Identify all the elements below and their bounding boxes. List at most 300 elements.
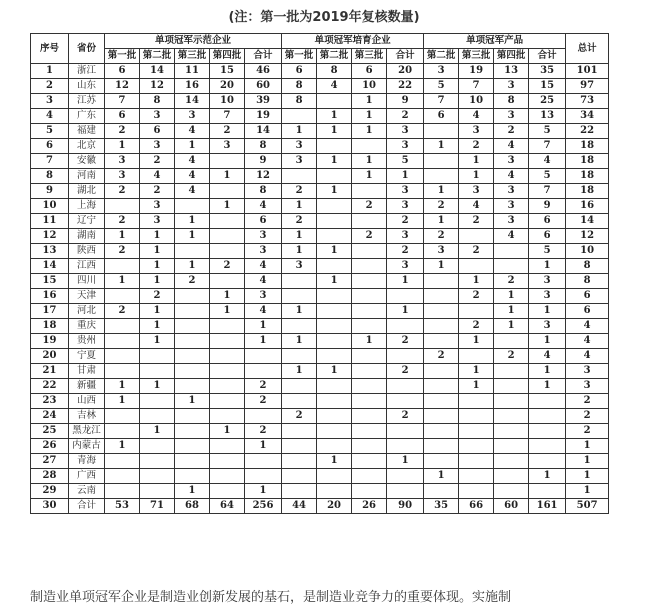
count-cell: 1 xyxy=(105,439,140,454)
count-cell: 3 xyxy=(175,109,210,124)
count-cell xyxy=(494,259,529,274)
count-cell: 18 xyxy=(566,169,609,184)
count-cell xyxy=(317,334,352,349)
count-cell xyxy=(459,304,494,319)
table-row xyxy=(31,214,609,229)
count-cell: 73 xyxy=(566,94,609,109)
count-cell xyxy=(352,274,387,289)
count-cell xyxy=(175,334,210,349)
count-cell: 1 xyxy=(566,439,609,454)
count-cell xyxy=(210,409,245,424)
count-cell xyxy=(352,379,387,394)
seq-cell: 26 xyxy=(31,439,69,454)
count-cell xyxy=(105,334,140,349)
count-cell xyxy=(210,469,245,484)
count-cell xyxy=(317,139,352,154)
count-cell xyxy=(175,424,210,439)
count-cell xyxy=(140,454,175,469)
count-cell: 1 xyxy=(459,154,494,169)
count-cell: 3 xyxy=(494,154,529,169)
table-row xyxy=(31,349,609,364)
province-cell: 吉林 xyxy=(69,409,105,424)
header-batch: 合计 xyxy=(387,49,424,64)
champion-enterprise-table xyxy=(30,33,609,514)
count-cell xyxy=(459,454,494,469)
count-cell: 1 xyxy=(459,379,494,394)
count-cell xyxy=(210,484,245,499)
count-cell: 6 xyxy=(529,214,566,229)
count-cell: 1 xyxy=(494,289,529,304)
count-cell: 3 xyxy=(387,229,424,244)
count-cell xyxy=(175,289,210,304)
count-cell xyxy=(352,469,387,484)
count-cell: 9 xyxy=(245,154,282,169)
count-cell: 2 xyxy=(459,319,494,334)
count-cell: 1 xyxy=(317,244,352,259)
table-row xyxy=(31,199,609,214)
count-cell xyxy=(105,364,140,379)
count-cell xyxy=(175,454,210,469)
count-cell: 2 xyxy=(387,214,424,229)
count-cell xyxy=(210,244,245,259)
table-note: (注：第一批为2019年复核数量) xyxy=(228,10,420,25)
province-cell: 北京 xyxy=(69,139,105,154)
count-cell: 1 xyxy=(424,469,459,484)
table-row xyxy=(31,409,609,424)
header-batch: 第三批 xyxy=(352,49,387,64)
header-batch: 第四批 xyxy=(210,49,245,64)
header-batch: 第二批 xyxy=(140,49,175,64)
count-cell xyxy=(352,259,387,274)
count-cell: 1 xyxy=(175,229,210,244)
count-cell: 2 xyxy=(282,184,317,199)
table-row xyxy=(31,454,609,469)
header-batch: 第一批 xyxy=(282,49,317,64)
seq-cell: 17 xyxy=(31,304,69,319)
count-cell xyxy=(352,454,387,469)
count-cell xyxy=(105,484,140,499)
count-cell: 1 xyxy=(282,334,317,349)
count-cell: 1 xyxy=(317,454,352,469)
count-cell xyxy=(245,409,282,424)
count-cell: 2 xyxy=(105,214,140,229)
count-cell: 3 xyxy=(494,109,529,124)
count-cell xyxy=(459,424,494,439)
count-cell: 1 xyxy=(317,124,352,139)
count-cell: 64 xyxy=(210,499,245,514)
count-cell: 1 xyxy=(282,364,317,379)
count-cell: 2 xyxy=(494,124,529,139)
province-cell: 新疆 xyxy=(69,379,105,394)
count-cell xyxy=(529,454,566,469)
table-row xyxy=(31,169,609,184)
table-row xyxy=(31,469,609,484)
count-cell: 6 xyxy=(424,109,459,124)
count-cell: 1 xyxy=(352,154,387,169)
table-row xyxy=(31,79,609,94)
count-cell: 8 xyxy=(566,274,609,289)
count-cell: 10 xyxy=(459,94,494,109)
count-cell: 1 xyxy=(245,439,282,454)
province-cell: 内蒙古 xyxy=(69,439,105,454)
count-cell xyxy=(210,319,245,334)
table-body xyxy=(31,64,609,514)
count-cell: 14 xyxy=(140,64,175,79)
count-cell: 1 xyxy=(459,169,494,184)
seq-cell: 23 xyxy=(31,394,69,409)
province-cell: 甘肃 xyxy=(69,364,105,379)
count-cell: 97 xyxy=(566,79,609,94)
seq-cell: 9 xyxy=(31,184,69,199)
table-row xyxy=(31,439,609,454)
table-row xyxy=(31,109,609,124)
count-cell: 1 xyxy=(245,334,282,349)
seq-cell: 19 xyxy=(31,334,69,349)
count-cell: 1 xyxy=(175,139,210,154)
count-cell: 3 xyxy=(105,154,140,169)
count-cell xyxy=(105,289,140,304)
table-row xyxy=(31,139,609,154)
count-cell: 16 xyxy=(175,79,210,94)
count-cell: 7 xyxy=(424,94,459,109)
count-cell: 5 xyxy=(424,79,459,94)
count-cell: 4 xyxy=(529,154,566,169)
count-cell: 4 xyxy=(459,109,494,124)
count-cell xyxy=(317,394,352,409)
count-cell: 10 xyxy=(210,94,245,109)
count-cell: 3 xyxy=(387,259,424,274)
count-cell: 1 xyxy=(529,364,566,379)
count-cell: 10 xyxy=(352,79,387,94)
count-cell: 3 xyxy=(245,244,282,259)
count-cell xyxy=(424,364,459,379)
count-cell xyxy=(210,379,245,394)
count-cell: 1 xyxy=(175,394,210,409)
count-cell xyxy=(105,454,140,469)
count-cell: 1 xyxy=(105,379,140,394)
count-cell xyxy=(494,424,529,439)
count-cell: 8 xyxy=(282,94,317,109)
count-cell: 1 xyxy=(140,304,175,319)
seq-cell: 30 xyxy=(31,499,69,514)
count-cell: 8 xyxy=(566,259,609,274)
count-cell xyxy=(245,469,282,484)
count-cell: 3 xyxy=(387,199,424,214)
count-cell xyxy=(175,409,210,424)
count-cell xyxy=(352,349,387,364)
count-cell xyxy=(494,469,529,484)
count-cell xyxy=(494,409,529,424)
count-cell: 8 xyxy=(245,139,282,154)
count-cell xyxy=(140,439,175,454)
count-cell: 2 xyxy=(140,289,175,304)
count-cell xyxy=(424,454,459,469)
count-cell: 8 xyxy=(282,79,317,94)
header-batch: 第三批 xyxy=(459,49,494,64)
count-cell: 1 xyxy=(424,259,459,274)
count-cell: 3 xyxy=(282,139,317,154)
count-cell: 2 xyxy=(424,229,459,244)
count-cell xyxy=(105,409,140,424)
count-cell: 1 xyxy=(352,109,387,124)
province-cell: 广西 xyxy=(69,469,105,484)
table-row xyxy=(31,154,609,169)
count-cell: 7 xyxy=(459,79,494,94)
seq-cell: 21 xyxy=(31,364,69,379)
count-cell: 3 xyxy=(566,364,609,379)
count-cell xyxy=(424,394,459,409)
count-cell: 2 xyxy=(387,334,424,349)
count-cell: 1 xyxy=(140,319,175,334)
count-cell: 1 xyxy=(140,274,175,289)
seq-cell: 4 xyxy=(31,109,69,124)
count-cell: 4 xyxy=(175,184,210,199)
count-cell: 7 xyxy=(529,184,566,199)
count-cell: 1 xyxy=(317,364,352,379)
count-cell xyxy=(175,364,210,379)
count-cell: 90 xyxy=(387,499,424,514)
count-cell xyxy=(282,274,317,289)
count-cell: 6 xyxy=(105,64,140,79)
province-cell: 江西 xyxy=(69,259,105,274)
count-cell: 4 xyxy=(245,199,282,214)
header-batch: 合计 xyxy=(245,49,282,64)
count-cell xyxy=(459,394,494,409)
count-cell: 1 xyxy=(317,154,352,169)
count-cell xyxy=(424,409,459,424)
count-cell: 35 xyxy=(424,499,459,514)
count-cell: 19 xyxy=(459,64,494,79)
count-cell: 44 xyxy=(282,499,317,514)
count-cell: 68 xyxy=(175,499,210,514)
count-cell: 5 xyxy=(529,124,566,139)
count-cell xyxy=(352,319,387,334)
count-cell: 4 xyxy=(494,139,529,154)
count-cell xyxy=(494,439,529,454)
count-cell xyxy=(282,454,317,469)
seq-cell: 5 xyxy=(31,124,69,139)
count-cell: 1 xyxy=(459,274,494,289)
table-row xyxy=(31,499,609,514)
count-cell: 1 xyxy=(529,469,566,484)
count-cell: 2 xyxy=(566,409,609,424)
count-cell: 2 xyxy=(282,409,317,424)
seq-cell: 10 xyxy=(31,199,69,214)
count-cell xyxy=(459,439,494,454)
count-cell: 1 xyxy=(105,394,140,409)
body-paragraph: 制造业单项冠军企业是制造业创新发展的基石，是制造业竞争力的重要体现。实施制 xyxy=(30,590,512,605)
count-cell xyxy=(352,409,387,424)
count-cell: 1 xyxy=(105,274,140,289)
count-cell xyxy=(282,349,317,364)
header-batch: 第四批 xyxy=(494,49,529,64)
count-cell: 1 xyxy=(387,169,424,184)
count-cell: 6 xyxy=(352,64,387,79)
count-cell: 4 xyxy=(566,334,609,349)
count-cell xyxy=(210,274,245,289)
count-cell xyxy=(494,484,529,499)
count-cell: 2 xyxy=(245,394,282,409)
count-cell: 53 xyxy=(105,499,140,514)
count-cell: 3 xyxy=(387,124,424,139)
count-cell: 15 xyxy=(210,64,245,79)
count-cell: 14 xyxy=(566,214,609,229)
count-cell: 1 xyxy=(282,304,317,319)
table-row xyxy=(31,244,609,259)
count-cell xyxy=(529,394,566,409)
count-cell: 1 xyxy=(459,364,494,379)
count-cell xyxy=(245,349,282,364)
count-cell xyxy=(494,364,529,379)
province-cell: 浙江 xyxy=(69,64,105,79)
count-cell: 1 xyxy=(352,334,387,349)
count-cell xyxy=(210,454,245,469)
count-cell xyxy=(317,484,352,499)
count-cell: 22 xyxy=(566,124,609,139)
count-cell xyxy=(105,349,140,364)
count-cell: 2 xyxy=(459,244,494,259)
province-cell: 湖北 xyxy=(69,184,105,199)
count-cell: 1 xyxy=(105,139,140,154)
count-cell: 4 xyxy=(317,79,352,94)
count-cell xyxy=(105,424,140,439)
count-cell: 8 xyxy=(494,94,529,109)
count-cell xyxy=(387,349,424,364)
count-cell xyxy=(317,349,352,364)
count-cell: 1 xyxy=(566,484,609,499)
province-cell: 青海 xyxy=(69,454,105,469)
count-cell: 60 xyxy=(494,499,529,514)
count-cell xyxy=(282,379,317,394)
count-cell: 8 xyxy=(317,64,352,79)
count-cell: 22 xyxy=(387,79,424,94)
count-cell: 161 xyxy=(529,499,566,514)
count-cell: 1 xyxy=(210,199,245,214)
count-cell xyxy=(317,199,352,214)
seq-cell: 20 xyxy=(31,349,69,364)
count-cell xyxy=(105,259,140,274)
count-cell: 1 xyxy=(387,304,424,319)
count-cell: 4 xyxy=(494,229,529,244)
seq-cell: 8 xyxy=(31,169,69,184)
count-cell: 3 xyxy=(210,139,245,154)
count-cell xyxy=(459,229,494,244)
count-cell xyxy=(352,304,387,319)
count-cell: 3 xyxy=(459,124,494,139)
table-row xyxy=(31,319,609,334)
count-cell: 3 xyxy=(529,274,566,289)
province-cell: 河北 xyxy=(69,304,105,319)
count-cell xyxy=(317,469,352,484)
count-cell: 2 xyxy=(210,124,245,139)
header-row-batches xyxy=(31,49,609,64)
count-cell: 7 xyxy=(210,109,245,124)
count-cell: 8 xyxy=(245,184,282,199)
count-cell: 18 xyxy=(566,154,609,169)
count-cell: 2 xyxy=(387,244,424,259)
count-cell xyxy=(424,334,459,349)
province-cell: 合计 xyxy=(69,499,105,514)
header-batch: 第三批 xyxy=(175,49,210,64)
count-cell xyxy=(459,349,494,364)
count-cell: 2 xyxy=(459,214,494,229)
count-cell: 10 xyxy=(566,244,609,259)
count-cell: 1 xyxy=(317,274,352,289)
count-cell xyxy=(459,484,494,499)
count-cell: 1 xyxy=(494,304,529,319)
count-cell xyxy=(424,424,459,439)
count-cell xyxy=(175,349,210,364)
header-batch: 第二批 xyxy=(424,49,459,64)
count-cell: 3 xyxy=(140,109,175,124)
count-cell: 3 xyxy=(494,184,529,199)
count-cell: 20 xyxy=(317,499,352,514)
count-cell: 256 xyxy=(245,499,282,514)
count-cell: 7 xyxy=(105,94,140,109)
count-cell xyxy=(282,319,317,334)
count-cell: 1 xyxy=(140,244,175,259)
province-cell: 辽宁 xyxy=(69,214,105,229)
count-cell: 1 xyxy=(175,484,210,499)
count-cell: 2 xyxy=(459,139,494,154)
count-cell: 3 xyxy=(494,214,529,229)
province-cell: 湖南 xyxy=(69,229,105,244)
count-cell: 1 xyxy=(105,229,140,244)
count-cell xyxy=(424,439,459,454)
province-cell: 山东 xyxy=(69,79,105,94)
count-cell: 3 xyxy=(140,199,175,214)
count-cell xyxy=(352,139,387,154)
count-cell: 26 xyxy=(352,499,387,514)
count-cell: 1 xyxy=(282,199,317,214)
count-cell xyxy=(424,484,459,499)
count-cell: 4 xyxy=(566,349,609,364)
count-cell xyxy=(494,379,529,394)
seq-cell: 29 xyxy=(31,484,69,499)
count-cell: 2 xyxy=(352,199,387,214)
table-row xyxy=(31,379,609,394)
count-cell: 1 xyxy=(424,184,459,199)
seq-cell: 15 xyxy=(31,274,69,289)
count-cell: 15 xyxy=(529,79,566,94)
count-cell: 4 xyxy=(459,199,494,214)
province-cell: 上海 xyxy=(69,199,105,214)
count-cell xyxy=(494,454,529,469)
count-cell: 3 xyxy=(140,139,175,154)
count-cell: 2 xyxy=(105,124,140,139)
header-batch: 第一批 xyxy=(105,49,140,64)
header-seq: 序号 xyxy=(31,34,69,64)
seq-cell: 24 xyxy=(31,409,69,424)
count-cell xyxy=(529,439,566,454)
count-cell xyxy=(387,484,424,499)
header-batch: 合计 xyxy=(529,49,566,64)
seq-cell: 28 xyxy=(31,469,69,484)
seq-cell: 18 xyxy=(31,319,69,334)
count-cell xyxy=(140,364,175,379)
count-cell xyxy=(317,424,352,439)
count-cell: 2 xyxy=(352,229,387,244)
count-cell xyxy=(245,454,282,469)
count-cell xyxy=(424,274,459,289)
count-cell: 20 xyxy=(387,64,424,79)
count-cell: 6 xyxy=(566,289,609,304)
seq-cell: 7 xyxy=(31,154,69,169)
count-cell: 1 xyxy=(494,319,529,334)
count-cell: 2 xyxy=(387,109,424,124)
count-cell xyxy=(387,439,424,454)
header-batch: 第二批 xyxy=(317,49,352,64)
